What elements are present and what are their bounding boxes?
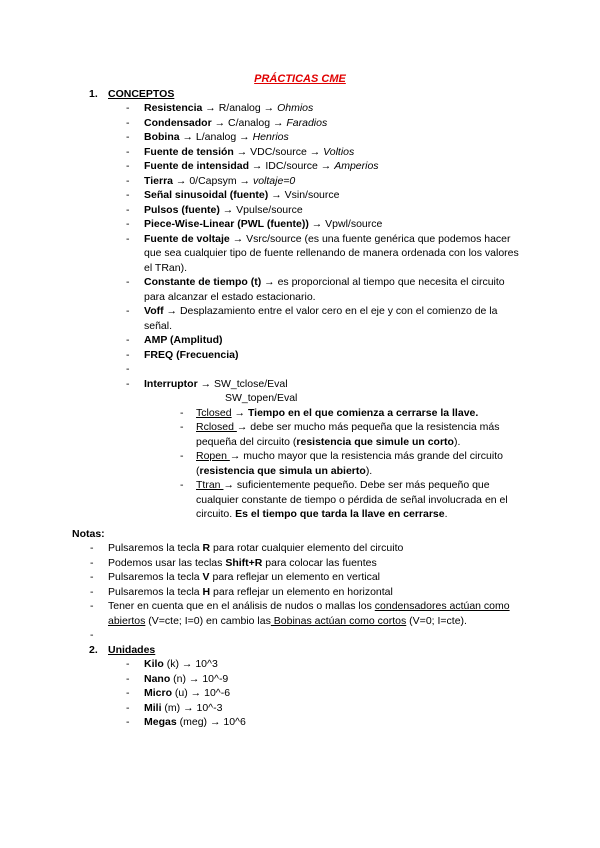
- list-item: - Micro (u) → 10^-6: [126, 686, 426, 701]
- list-item-switch: - Interruptor → SW_tclose/Eval SW_topen/Eval - Tclosed → Tiempo en el que comienza a cerrarse la llave. - Rclosed → debe ser mucho más pequeña que la resistencia más pequeña del circuito (resistencia que simule un corto). - Ropen → mucho mayor que la resistencia más grande del circuito (resistencia que simula un abierto). - Ttran → suficientemente pequeño. Debe ser más pequeño que cualquier constante de tiempo o pérdida de señal involucrada en el circuito. Es el tiempo que tarda la llave en cerrarse.: [126, 377, 526, 522]
- list-item: [90, 628, 530, 643]
- list-item: - Ttran → suficientemente pequeño. Debe ser más pequeño que cualquier constante de tiempo o pérdida de señal involucrada en el circuito. Es el tiempo que tarda la llave en cerrarse.: [180, 478, 508, 522]
- units-list: [126, 657, 426, 730]
- list-item: - Condensador → C/analog → Faradios: [126, 116, 526, 131]
- section-label: CONCEPTOS: [108, 88, 175, 100]
- section-number: 1.: [89, 88, 98, 100]
- list-item: - Tclosed → Tiempo en el que comienza a cerrarse la llave.: [180, 406, 508, 421]
- section-heading-conceptos: [89, 87, 174, 102]
- section-number: 2.: [89, 644, 98, 656]
- list-item: - Pulsaremos la tecla R para rotar cualquier elemento del circuito: [90, 541, 530, 556]
- list-item: - Piece-Wise-Linear (PWL (fuente)) → Vpwl/source: [126, 217, 526, 232]
- section-heading-unidades: [89, 643, 155, 658]
- list-item: - Megas (meg) → 10^6: [126, 715, 426, 730]
- list-item: - Kilo (k) → 10^3: [126, 657, 426, 672]
- list-item: - AMP (Amplitud): [126, 333, 526, 348]
- document-title: PRÁCTICAS CME: [254, 73, 346, 85]
- notes-heading: Notas:: [72, 528, 105, 540]
- list-item: - Voff → Desplazamiento entre el valor cero en el eje y con el comienzo de la señal.: [126, 304, 526, 333]
- list-item: - Pulsaremos la tecla V para reflejar un elemento en vertical: [90, 570, 530, 585]
- list-item: - Señal sinusoidal (fuente) → Vsin/source: [126, 188, 526, 203]
- list-item: - Tener en cuenta que en el análisis de nudos o mallas los condensadores actúan como abiertos (V=cte; I=0) en cambio las Bobinas actúan como cortos (V=0; I=cte).: [90, 599, 530, 628]
- list-item: - Pulsos (fuente) → Vpulse/source: [126, 203, 526, 218]
- list-item: - Pulsaremos la tecla H para reflejar un elemento en horizontal: [90, 585, 530, 600]
- section-label: Unidades: [108, 644, 156, 656]
- list-item: - Fuente de tensión → VDC/source → Voltios: [126, 145, 526, 160]
- list-item: - Rclosed → debe ser mucho más pequeña que la resistencia más pequeña del circuito (resistencia que simule un corto).: [180, 420, 508, 449]
- list-item: - Mili (m) → 10^-3: [126, 701, 426, 716]
- list-item: - Podemos usar las teclas Shift+R para colocar las fuentes: [90, 556, 530, 571]
- list-item: - Nano (n) → 10^-9: [126, 672, 426, 687]
- list-item: - FREQ (Frecuencia): [126, 348, 526, 363]
- switch-params-list: [180, 406, 508, 522]
- concepts-list: [126, 101, 526, 522]
- list-item: - Resistencia → R/analog → Ohmios: [126, 101, 526, 116]
- list-item: [126, 362, 526, 377]
- list-item: - Bobina → L/analog → Henrios: [126, 130, 526, 145]
- list-item: - Tierra → 0/Capsym → voltaje=0: [126, 174, 526, 189]
- notes-list: [90, 541, 530, 643]
- list-item: - Constante de tiempo (t) → es proporcional al tiempo que necesita el circuito para alcanzar el estado estacionario.: [126, 275, 526, 304]
- list-item: - Fuente de intensidad → IDC/source → Amperios: [126, 159, 526, 174]
- list-item: - Fuente de voltaje → Vsrc/source (es una fuente genérica que podemos hacer que sea cualquier tipo de fuente rellenando de manera ordenada con los valores el TRan).: [126, 232, 526, 276]
- list-item: - Ropen → mucho mayor que la resistencia más grande del circuito (resistencia que simula un abierto).: [180, 449, 508, 478]
